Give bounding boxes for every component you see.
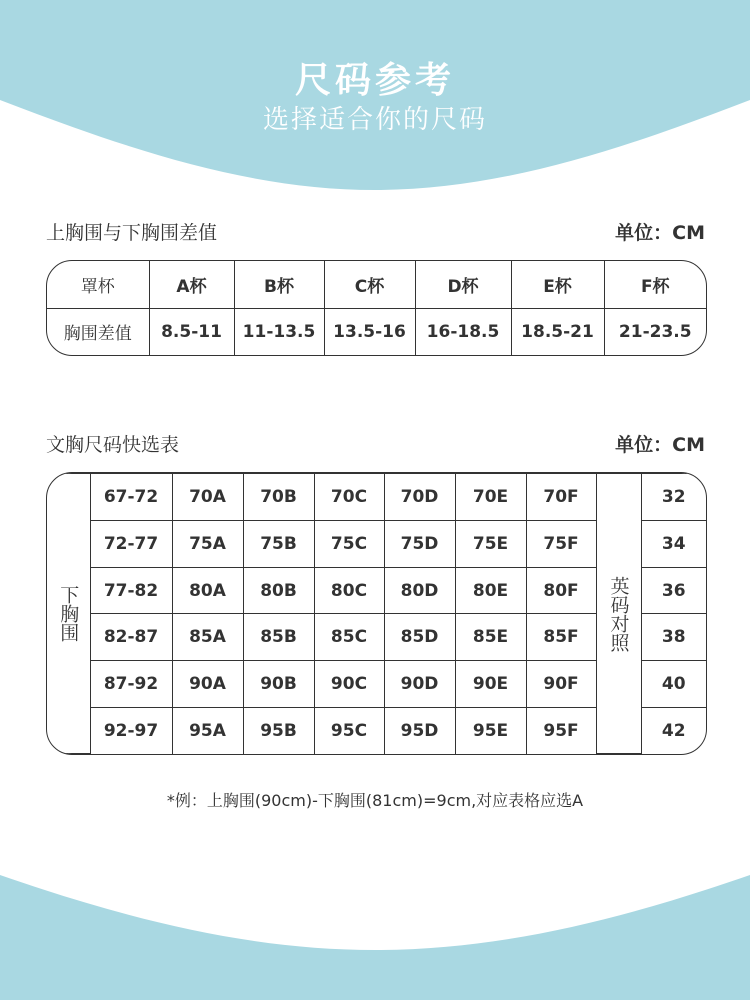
size-cell: 75E [455, 520, 526, 567]
size-cell: 80D [384, 567, 455, 614]
cup-value-cell: 13.5-16 [324, 308, 415, 355]
size-cell: 70B [243, 474, 314, 521]
cup-value-cell: 21-23.5 [604, 308, 706, 355]
cup-value-row [47, 308, 706, 355]
size-cell: 85A [172, 614, 243, 661]
size-cell: 85E [455, 614, 526, 661]
size-cell: 95B [243, 708, 314, 754]
size-cell: 90F [526, 661, 596, 708]
page-subtitle: 选择适合你的尺码 [262, 105, 487, 135]
footnote-example: *例：上胸围(90cm)-下胸围(81cm)=9cm,对应表格应选A [166, 791, 584, 810]
size-cell: 75D [384, 520, 455, 567]
size-cell: 70C [314, 474, 384, 521]
size-cell: 75F [526, 520, 596, 567]
cup-value-cell: 16-18.5 [415, 308, 511, 355]
size-cell: 70F [526, 474, 596, 521]
uk-size-cell: 38 [641, 614, 706, 661]
size-cell: 70D [384, 474, 455, 521]
cup-diff-table [46, 260, 707, 356]
uk-size-cell: 42 [641, 708, 706, 754]
size-cell: 90E [455, 661, 526, 708]
cup-header-cell: D杯 [415, 261, 511, 308]
size-table [46, 472, 707, 755]
uk-size-cell: 34 [641, 520, 706, 567]
size-cell: 95D [384, 708, 455, 754]
size-row [47, 474, 706, 521]
uk-size-cell: 32 [641, 474, 706, 521]
cup-header-cell: F杯 [604, 261, 706, 308]
size-cell: 95C [314, 708, 384, 754]
size-cell: 90B [243, 661, 314, 708]
size-cell: 90D [384, 661, 455, 708]
size-cell: 85D [384, 614, 455, 661]
cup-header-cell: B杯 [234, 261, 324, 308]
underbust-range-cell: 82-87 [90, 614, 172, 661]
underbust-range-cell: 72-77 [90, 520, 172, 567]
page-title: 尺码参考 [294, 60, 455, 101]
size-cell: 75B [243, 520, 314, 567]
size-table-label: 文胸尺码快选表 [46, 434, 180, 456]
cup-diff-unit: 单位：CM [615, 222, 705, 244]
size-cell: 85C [314, 614, 384, 661]
cup-header-cell: E杯 [511, 261, 604, 308]
size-cell: 70E [455, 474, 526, 521]
size-cell: 80F [526, 567, 596, 614]
cup-header-cell: 罩杯 [47, 261, 149, 308]
size-cell: 95A [172, 708, 243, 754]
size-cell: 95E [455, 708, 526, 754]
size-cell: 80B [243, 567, 314, 614]
underbust-range-cell: 67-72 [90, 474, 172, 521]
footer-wave [0, 875, 750, 1000]
size-table-unit: 单位：CM [615, 434, 705, 456]
underbust-header: 下胸围 [47, 474, 90, 754]
size-cell: 70A [172, 474, 243, 521]
cup-diff-label: 上胸围与下胸围差值 [46, 222, 218, 244]
size-cell: 85B [243, 614, 314, 661]
cup-value-cell: 11-13.5 [234, 308, 324, 355]
cup-value-cell: 18.5-21 [511, 308, 604, 355]
size-cell: 95F [526, 708, 596, 754]
size-cell: 90A [172, 661, 243, 708]
cup-header-cell: A杯 [149, 261, 234, 308]
cup-header-cell: C杯 [324, 261, 415, 308]
cup-header-row [47, 261, 706, 308]
uk-size-cell: 36 [641, 567, 706, 614]
underbust-range-cell: 77-82 [90, 567, 172, 614]
underbust-range-cell: 87-92 [90, 661, 172, 708]
cup-value-cell: 胸围差值 [47, 308, 149, 355]
size-cell: 90C [314, 661, 384, 708]
size-cell: 75A [172, 520, 243, 567]
underbust-range-cell: 92-97 [90, 708, 172, 754]
size-cell: 80A [172, 567, 243, 614]
uk-size-cell: 40 [641, 661, 706, 708]
size-cell: 75C [314, 520, 384, 567]
cup-value-cell: 8.5-11 [149, 308, 234, 355]
size-cell: 85F [526, 614, 596, 661]
size-cell: 80E [455, 567, 526, 614]
uk-size-header: 英码对照 [596, 474, 641, 754]
size-cell: 80C [314, 567, 384, 614]
